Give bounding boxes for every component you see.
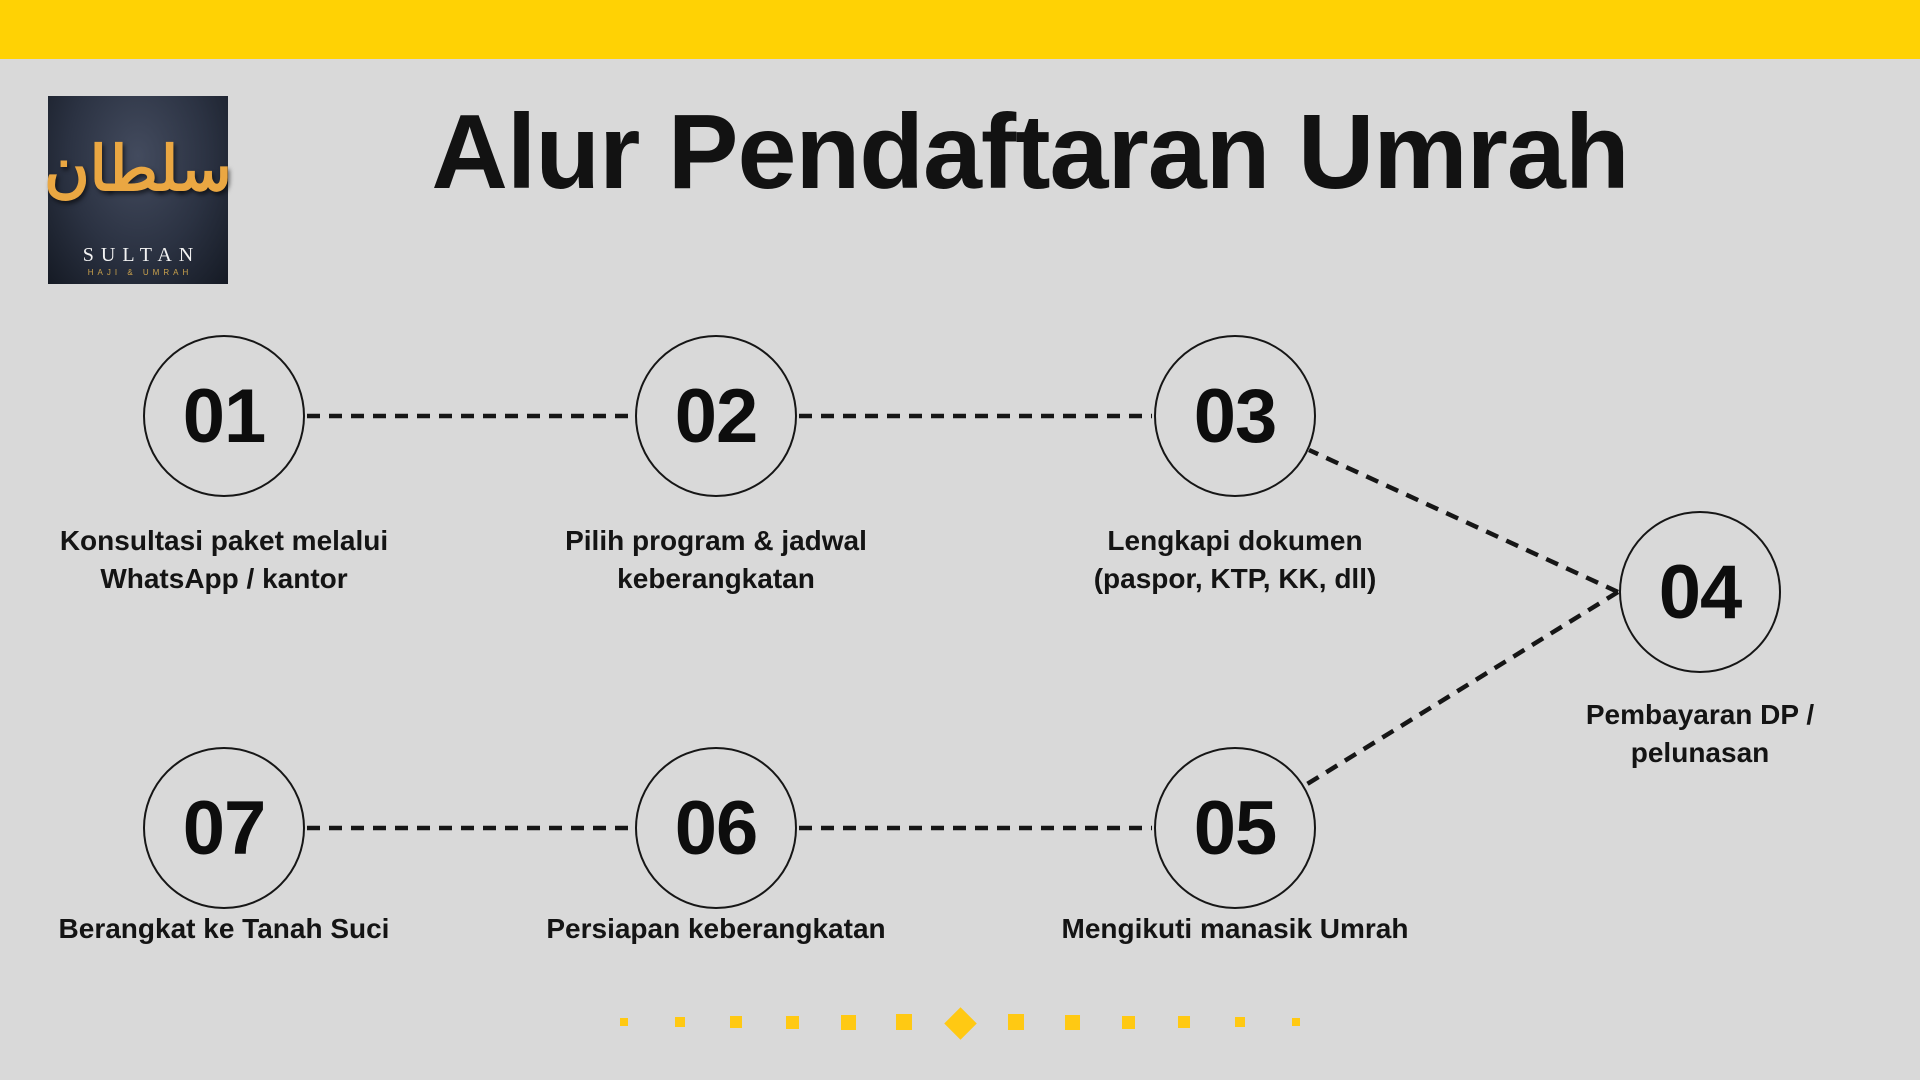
step-circle-06 bbox=[635, 747, 797, 909]
yellow-square-dot bbox=[786, 1016, 799, 1029]
step-number-03: 03 bbox=[1193, 373, 1277, 459]
logo-tagline-text: HAJI & UMRAH bbox=[87, 268, 193, 277]
step-label-05-line1: Mengikuti manasik Umrah bbox=[1061, 913, 1409, 944]
step-label-06 bbox=[546, 910, 885, 948]
page-title: Alur Pendaftaran Umrah bbox=[431, 93, 1629, 211]
yellow-square-dot bbox=[1065, 1015, 1080, 1030]
step-circle-05 bbox=[1154, 747, 1316, 909]
step-number-04: 04 bbox=[1658, 549, 1742, 635]
yellow-square-dot bbox=[675, 1017, 685, 1027]
step-label-07 bbox=[59, 910, 390, 948]
step-number-06: 06 bbox=[674, 785, 758, 871]
connector-05-04 bbox=[1304, 592, 1618, 786]
step-label-02-line1: Pilih program & jadwal bbox=[565, 525, 867, 556]
step-circle-03 bbox=[1154, 335, 1316, 497]
step-label-01-line1: Konsultasi paket melalui bbox=[59, 525, 389, 556]
yellow-square-dot bbox=[1178, 1016, 1190, 1028]
step-label-02 bbox=[565, 522, 867, 598]
step-number-01: 01 bbox=[182, 373, 266, 459]
yellow-square-dot bbox=[620, 1018, 628, 1026]
yellow-square-dot bbox=[896, 1014, 912, 1030]
step-label-04-line1: Pembayaran DP / bbox=[1585, 699, 1815, 730]
step-label-05 bbox=[1062, 910, 1409, 948]
logo-brand-text: SULTAN bbox=[82, 244, 201, 266]
yellow-square-dot bbox=[730, 1016, 742, 1028]
logo-arabic-calligraphy: سلطان bbox=[44, 135, 232, 204]
step-label-07-line1: Berangkat ke Tanah Suci bbox=[58, 913, 390, 944]
yellow-square-dot bbox=[1235, 1017, 1245, 1027]
step-label-02-line2: keberangkatan bbox=[617, 563, 815, 594]
step-circle-01 bbox=[143, 335, 305, 497]
yellow-square-dot bbox=[841, 1015, 856, 1030]
step-number-07: 07 bbox=[182, 785, 266, 871]
yellow-square-dot bbox=[1008, 1014, 1024, 1030]
step-label-01-line2: WhatsApp / kantor bbox=[100, 563, 348, 594]
step-circle-02 bbox=[635, 335, 797, 497]
yellow-square-dot bbox=[1292, 1018, 1300, 1026]
step-number-05: 05 bbox=[1193, 785, 1277, 871]
step-label-06-line1: Persiapan keberangkatan bbox=[546, 913, 886, 944]
step-circle-04 bbox=[1619, 511, 1781, 673]
step-label-04-line2: pelunasan bbox=[1630, 737, 1770, 768]
step-label-03 bbox=[1094, 522, 1377, 598]
step-circle-07 bbox=[143, 747, 305, 909]
step-label-01 bbox=[60, 522, 388, 598]
step-label-03-line1: Lengkapi dokumen bbox=[1107, 525, 1363, 556]
step-label-04 bbox=[1586, 696, 1814, 772]
step-label-03-line2: (paspor, KTP, KK, dll) bbox=[1093, 563, 1377, 594]
yellow-square-dot bbox=[1122, 1016, 1135, 1029]
step-number-02: 02 bbox=[674, 373, 758, 459]
